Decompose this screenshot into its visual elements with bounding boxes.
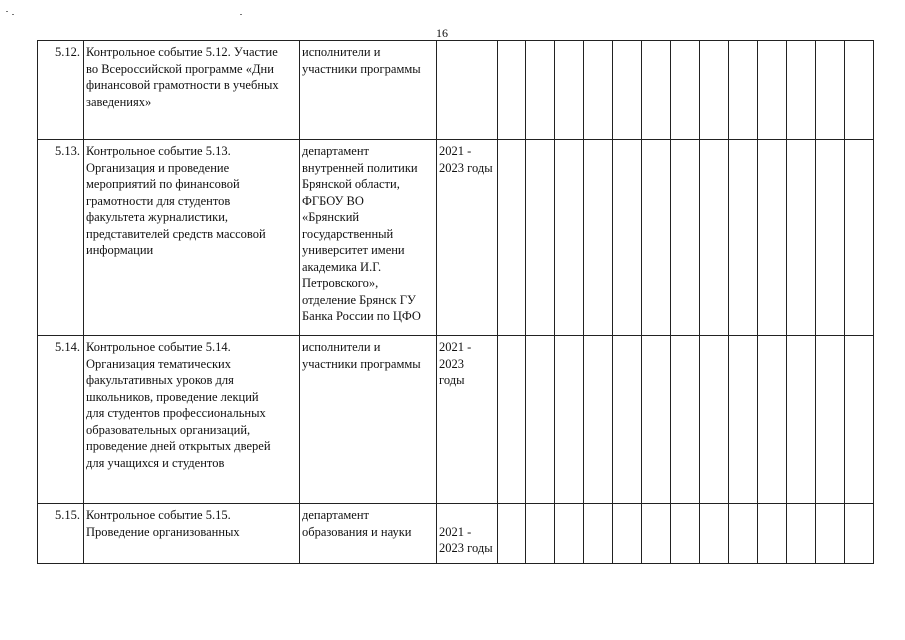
empty-cell <box>642 336 671 504</box>
empty-cell <box>555 504 584 564</box>
empty-cell <box>526 504 555 564</box>
empty-cell <box>526 140 555 336</box>
empty-cell <box>845 336 874 504</box>
event-description: Контрольное событие 5.14. Организация тематических факультативных уроков для школьников, проведение лекций для студентов профессиональных образовательных организаций, проведение дней открытых дверей для учащихся и студентов <box>84 336 300 504</box>
empty-cell <box>584 336 613 504</box>
empty-cell <box>613 504 642 564</box>
empty-cell <box>787 41 816 140</box>
empty-cell <box>671 504 700 564</box>
empty-cell <box>700 140 729 336</box>
empty-cell <box>584 140 613 336</box>
empty-cell <box>613 140 642 336</box>
responsible-executors: департамент внутренней политики Брянской области, ФГБОУ ВО «Брянский государственный университет имени академика И.Г. Петровского», отделение Брянск ГУ Банка России по ЦФО <box>300 140 437 336</box>
empty-cell <box>845 41 874 140</box>
empty-cell <box>758 504 787 564</box>
empty-cell <box>613 41 642 140</box>
scan-speck <box>240 14 242 15</box>
empty-cell <box>787 504 816 564</box>
empty-cell <box>498 140 526 336</box>
empty-cell <box>498 41 526 140</box>
empty-cell <box>642 41 671 140</box>
empty-cell <box>613 336 642 504</box>
empty-cell <box>671 336 700 504</box>
responsible-executors: исполнители и участники программы <box>300 41 437 140</box>
implementation-years: 2021 - 2023 годы <box>437 140 498 336</box>
empty-cell <box>498 336 526 504</box>
page-number: 16 <box>436 26 448 40</box>
empty-cell <box>758 140 787 336</box>
responsible-executors: департамент образования и науки <box>300 504 437 564</box>
empty-cell <box>758 41 787 140</box>
empty-cell <box>729 336 758 504</box>
empty-cell <box>555 41 584 140</box>
table-row <box>38 140 874 336</box>
event-description: Контрольное событие 5.13. Организация и проведение мероприятий по финансовой грамотности для студентов факультета журналистики, представителей средств массовой информации <box>84 140 300 336</box>
empty-cell <box>729 140 758 336</box>
implementation-years: 2021 - 2023 годы <box>437 504 498 564</box>
empty-cell <box>758 336 787 504</box>
scan-speck <box>6 11 8 12</box>
empty-cell <box>671 41 700 140</box>
table-row <box>38 504 874 564</box>
table-row <box>38 41 874 140</box>
empty-cell <box>700 336 729 504</box>
empty-cell <box>845 140 874 336</box>
event-description: Контрольное событие 5.15. Проведение организованных <box>84 504 300 564</box>
row-number: 5.15. <box>38 504 84 564</box>
row-number: 5.13. <box>38 140 84 336</box>
row-number: 5.14. <box>38 336 84 504</box>
empty-cell <box>729 504 758 564</box>
empty-cell <box>526 336 555 504</box>
empty-cell <box>642 504 671 564</box>
empty-cell <box>584 41 613 140</box>
empty-cell <box>845 504 874 564</box>
empty-cell <box>729 41 758 140</box>
empty-cell <box>816 336 845 504</box>
empty-cell <box>816 41 845 140</box>
empty-cell <box>526 41 555 140</box>
measures-table <box>37 40 874 564</box>
empty-cell <box>787 140 816 336</box>
implementation-years <box>437 41 498 140</box>
empty-cell <box>787 336 816 504</box>
empty-cell <box>498 504 526 564</box>
empty-cell <box>816 140 845 336</box>
table-row <box>38 336 874 504</box>
event-description: Контрольное событие 5.12. Участие во Всероссийской программе «Дни финансовой грамотности в учебных заведениях» <box>84 41 300 140</box>
empty-cell <box>642 140 671 336</box>
empty-cell <box>671 140 700 336</box>
empty-cell <box>584 504 613 564</box>
implementation-years: 2021 - 2023 годы <box>437 336 498 504</box>
empty-cell <box>816 504 845 564</box>
responsible-executors: исполнители и участники программы <box>300 336 437 504</box>
scan-speck <box>12 14 14 15</box>
empty-cell <box>555 140 584 336</box>
empty-cell <box>555 336 584 504</box>
empty-cell <box>700 41 729 140</box>
row-number: 5.12. <box>38 41 84 140</box>
empty-cell <box>700 504 729 564</box>
